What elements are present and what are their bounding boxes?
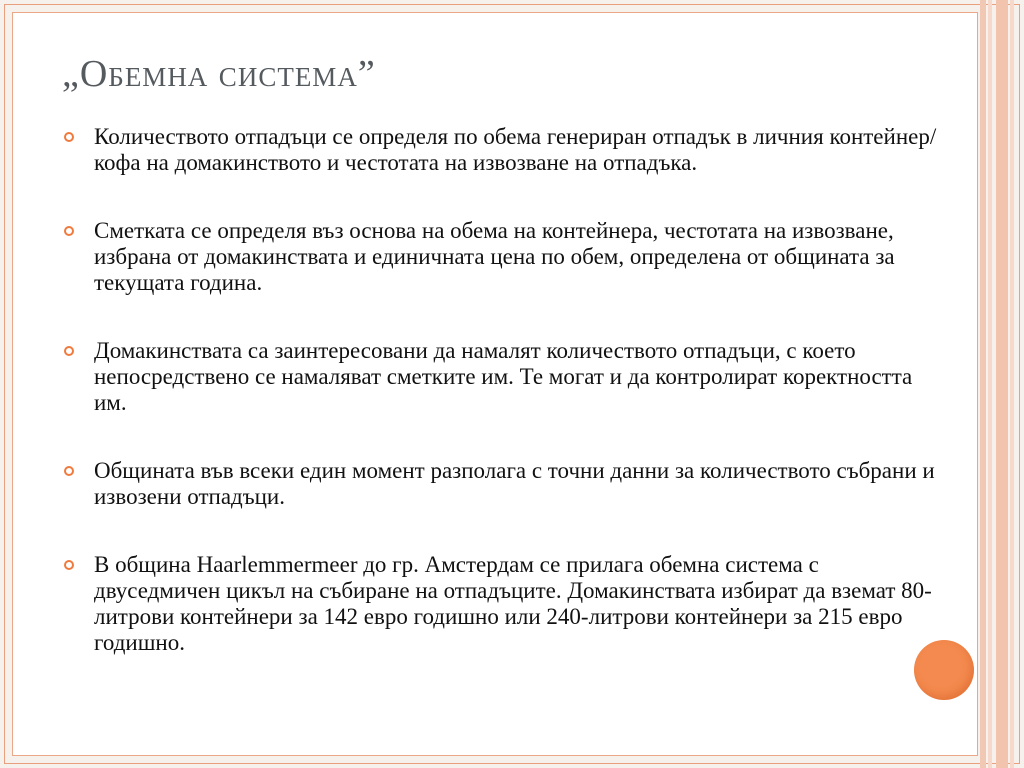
bullet-text: Общината във всеки един момент разполага с точни данни за количеството събрани и извозени отпадъци. [94, 458, 935, 509]
bullet-text: Количеството отпадъци се определя по обема генериран отпадък в личния контейнер/ кофа на домакинството и честотата на извозване на отпадъка. [94, 124, 937, 175]
bullet-ring-icon [64, 346, 74, 356]
bullet-ring-icon [64, 466, 74, 476]
decorative-stripe [996, 0, 1008, 768]
bullet-text: В община Haarlemmermeer до гр. Амстердам се прилага обемна система с двуседмичен цикъл на събиране на отпадъците. Домакинствата избират да вземат 80-литрови контейнери за 142 евро годишно или 240-литрови контейнери за 215 евро годишно. [94, 552, 932, 655]
decorative-orange-circle [914, 640, 974, 700]
bullet-item [62, 124, 942, 176]
bullet-ring-icon [64, 560, 74, 570]
decorative-stripe [988, 0, 992, 768]
bullet-item [62, 458, 942, 510]
decorative-stripe [980, 0, 986, 768]
slide-title: „Обемна система” [62, 53, 376, 95]
bullet-item [62, 552, 942, 656]
bullet-list [62, 124, 942, 698]
bullet-item [62, 338, 942, 416]
bullet-ring-icon [64, 132, 74, 142]
bullet-item [62, 218, 942, 296]
bullet-ring-icon [64, 226, 74, 236]
bullet-text: Домакинствата са заинтересовани да намалят количеството отпадъци, с което непосредствено се намаляват сметките им. Те могат и да контролират коректността им. [94, 338, 913, 415]
decorative-stripe [1010, 0, 1014, 768]
bullet-text: Сметката се определя въз основа на обема на контейнера, честотата на извозване, избрана от домакинствата и единичната цена по обем, определена от общината за текущата година. [94, 218, 895, 295]
